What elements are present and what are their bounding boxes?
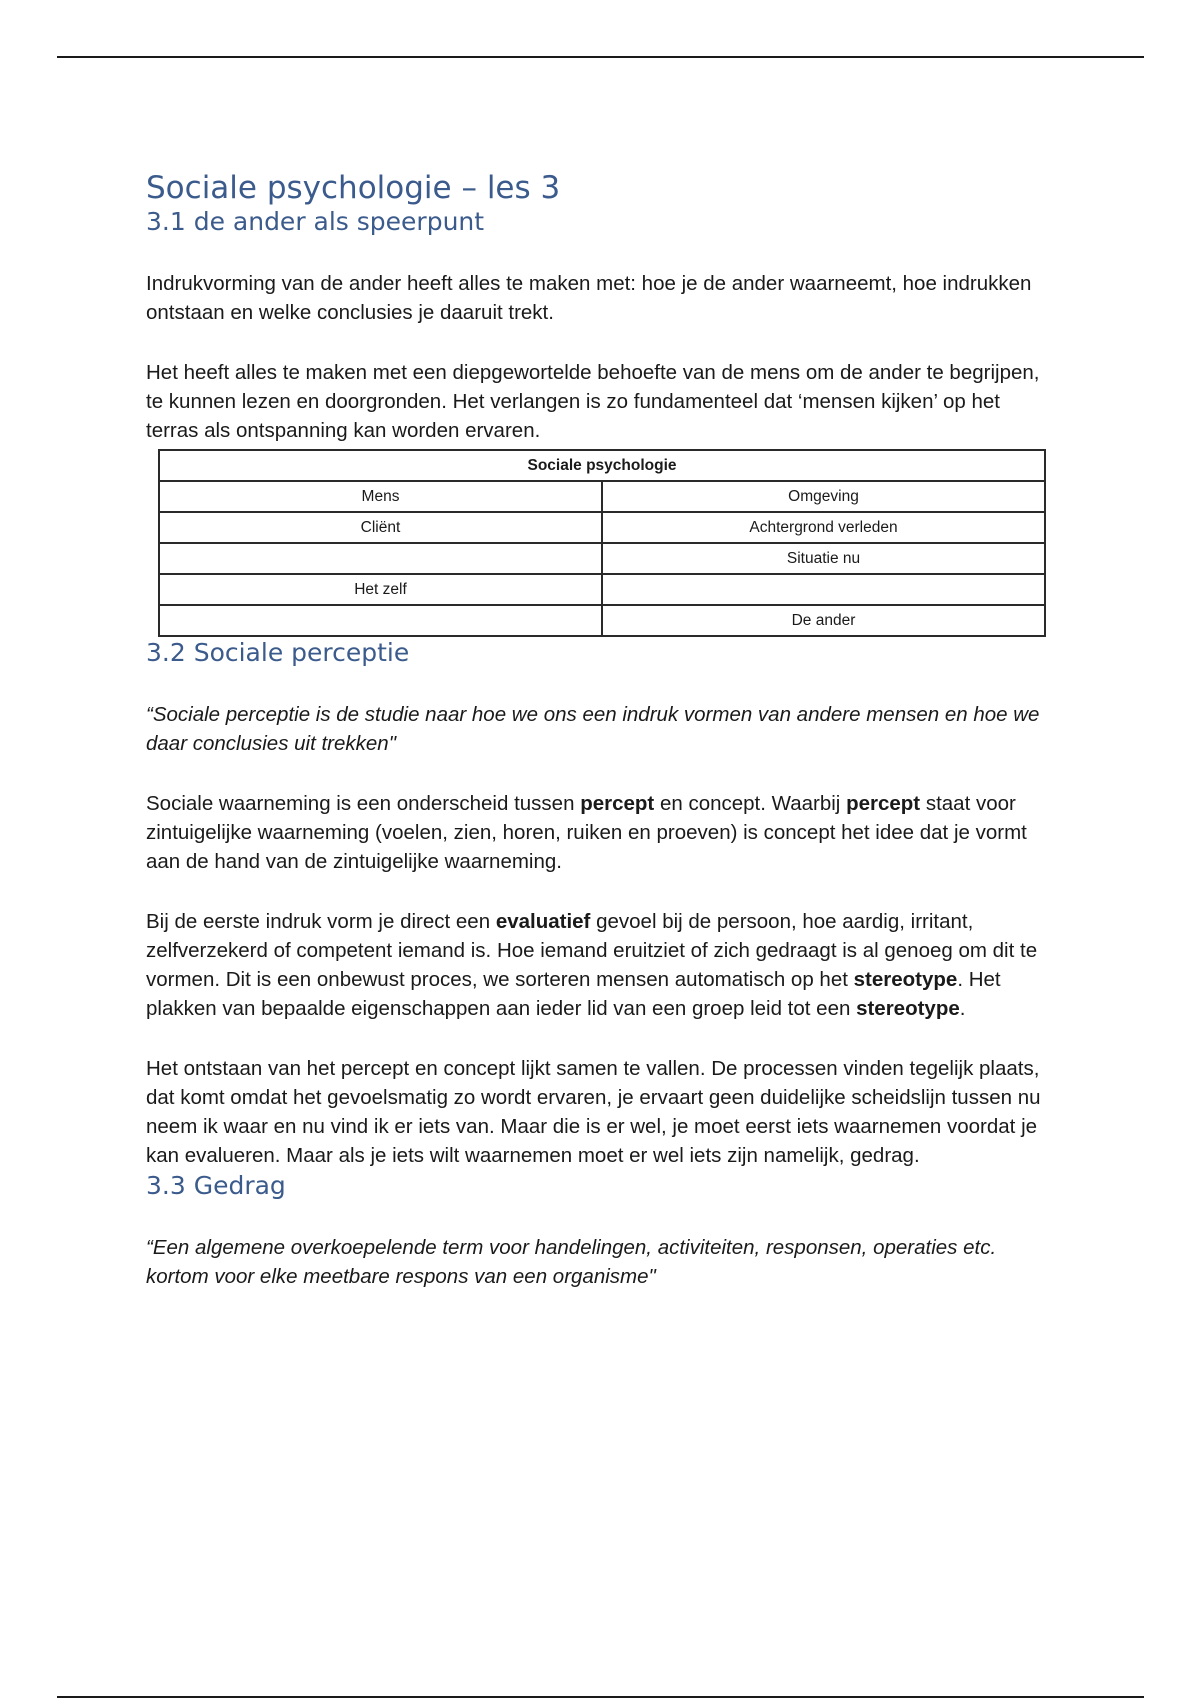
paragraph-behoefte: Het heeft alles te maken met een diepgewortelde behoefte van de mens om de ander te begrijpen, te kunnen lezen en doorgronden. Het verlangen is zo fundamenteel dat ‘mensen kijken’ op het terras als ontspanning kan worden ervaren.	[146, 361, 1040, 442]
bold-term-stereotype: stereotype	[856, 997, 960, 1020]
heading-3-2: 3.2 Sociale perceptie	[146, 638, 410, 667]
bold-term-evaluatief: evaluatief	[495, 910, 591, 933]
bold-term-percept: percept	[846, 792, 921, 815]
table-cell: Cliënt	[159, 512, 602, 543]
heading-3-3: 3.3 Gedrag	[146, 1171, 286, 1200]
table-cell	[159, 543, 602, 574]
table-cell: De ander	[602, 605, 1045, 636]
text-run: .	[959, 997, 966, 1020]
text-run: gevoel bij de persoon, hoe aardig, irritant, zelfverzekerd of competent iemand is. Hoe iemand eruitziet of zich gedraagt is al genoeg om dit te vormen. Dit is een onbewust proces, we sorteren mensen automatisch op het	[146, 910, 1038, 991]
bold-term-stereotype: stereotype	[853, 968, 958, 991]
footer-rule	[57, 1696, 1144, 1698]
table-row	[159, 605, 1045, 636]
heading-3-1: 3.1 de ander als speerpunt	[146, 207, 485, 236]
table-cell: Het zelf	[159, 574, 602, 605]
table-cell	[159, 605, 602, 636]
text-run: . Het plakken van bepaalde eigenschappen aan ieder lid van een groep leid tot een	[146, 968, 1001, 1020]
text-run: staat voor zintuigelijke waarneming (voelen, zien, horen, ruiken en proeven) is concept het idee dat je vormt aan de hand van de zintuigelijke waarneming.	[146, 792, 1027, 873]
table-cell: Situatie nu	[602, 543, 1045, 574]
paragraph-indrukvorming: Indrukvorming van de ander heeft alles te maken met: hoe je de ander waarneemt, hoe indrukken ontstaan en welke conclusies je daaruit trekt.	[146, 272, 1032, 324]
table-header: Sociale psychologie	[159, 450, 1045, 481]
table-row	[159, 481, 1045, 512]
document-body	[146, 160, 1056, 1291]
table-row	[159, 512, 1045, 543]
text-run: en concept. Waarbij	[654, 792, 847, 815]
paragraph-eerste-indruk	[146, 907, 1056, 1023]
table-cell	[602, 574, 1045, 605]
quote-sociale-perceptie: “Sociale perceptie is de studie naar hoe we ons een indruk vormen van andere mensen en hoe we daar conclusies uit trekken"	[146, 703, 1040, 755]
document-title: Sociale psychologie – les 3	[146, 170, 561, 206]
table-cell: Achtergrond verleden	[602, 512, 1045, 543]
text-run: Sociale waarneming is een onderscheid tussen	[146, 792, 581, 815]
table-row	[159, 543, 1045, 574]
paragraph-percept-concept	[146, 789, 1056, 876]
table-header-row	[159, 450, 1045, 481]
bold-term-percept: percept	[580, 792, 655, 815]
header-rule	[57, 56, 1144, 58]
paragraph-ontstaan: Het ontstaan van het percept en concept lijkt samen te vallen. De processen vinden tegelijk plaats, dat komt omdat het gevoelsmatig zo wordt ervaren, je ervaart geen duidelijke scheidslijn tussen nu neem ik waar en nu vind ik er iets van. Maar die is er wel, je moet eerst iets waarnemen voordat je kan evalueren. Maar als je iets wilt waarnemen moet er wel iets zijn namelijk, gedrag.	[146, 1057, 1041, 1167]
sociale-psychologie-table	[158, 449, 1046, 637]
table-row	[159, 574, 1045, 605]
quote-gedrag: “Een algemene overkoepelende term voor handelingen, activiteiten, responsen, operaties etc. kortom voor elke meetbare respons van een organisme"	[146, 1236, 997, 1288]
table-cell: Omgeving	[602, 481, 1045, 512]
text-run: Bij de eerste indruk vorm je direct een	[146, 910, 496, 933]
table-cell: Mens	[159, 481, 602, 512]
